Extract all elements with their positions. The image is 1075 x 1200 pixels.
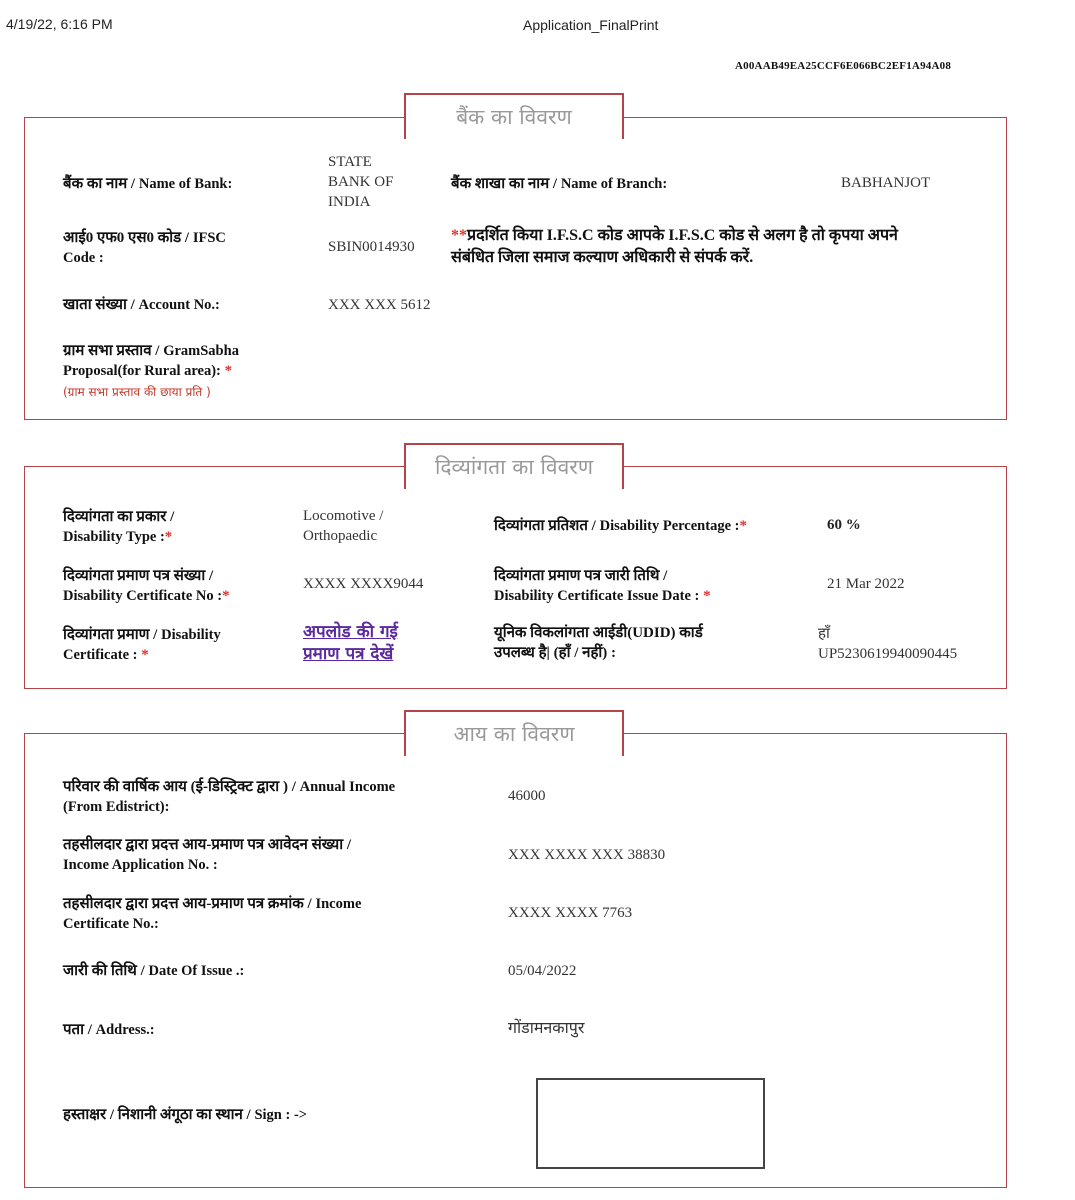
- income-application-no-label: तहसीलदार द्वारा प्रदत्त आय-प्रमाण पत्र आवेदन संख्या / Income Application No. :: [63, 837, 352, 873]
- annual-income-label: परिवार की वार्षिक आय (ई-डिस्ट्रिक्ट द्वारा ) / Annual Income (From Edistrict):: [63, 779, 396, 815]
- gramsabha-sub-note: (ग्राम सभा प्रस्ताव की छाया प्रति ): [63, 385, 211, 399]
- account-label: खाता संख्या / Account No.:: [63, 297, 220, 313]
- disability-cert-no-label: दिव्यांगता प्रमाण पत्र संख्या / Disability Certificate No :*: [63, 568, 230, 604]
- ifsc-value: SBIN0014930: [328, 239, 415, 255]
- disability-issue-date-label: दिव्यांगता प्रमाण पत्र जारी तिथि / Disability Certificate Issue Date : *: [494, 568, 711, 604]
- bank-name-value: STATE BANK OF INDIA: [328, 154, 394, 210]
- udid-value: हाँ UP5230619940090445: [818, 626, 958, 662]
- disability-percentage-value: 60 %: [827, 517, 861, 533]
- gramsabha-label: ग्राम सभा प्रस्ताव / GramSabha Proposal(for Rural area): *: [63, 343, 239, 379]
- branch-name-value: BABHANJOT: [841, 175, 931, 191]
- annual-income-value: 46000: [508, 788, 546, 804]
- income-certificate-no-label: तहसीलदार द्वारा प्रदत्त आय-प्रमाण पत्र क्रमांक / Income Certificate No.:: [63, 896, 362, 932]
- disability-certificate-label: दिव्यांगता प्रमाण / Disability Certificate : *: [63, 627, 221, 663]
- view-uploaded-certificate-link[interactable]: अपलोड की गई प्रमाण पत्र देखें: [303, 622, 398, 664]
- income-certificate-no-value: XXXX XXXX 7763: [508, 905, 633, 921]
- print-datetime: 4/19/22, 6:16 PM: [6, 16, 113, 32]
- bank-name-label: बैंक का नाम / Name of Bank:: [63, 176, 233, 192]
- branch-name-label: बैंक शाखा का नाम / Name of Branch:: [451, 176, 668, 192]
- print-title: Application_FinalPrint: [523, 17, 659, 33]
- udid-label: यूनिक विकलांगता आईडी(UDID) कार्ड उपलब्ध है| (हाँ / नहीं) :: [494, 625, 703, 661]
- income-application-no-value: XXX XXXX XXX 38830: [508, 847, 666, 863]
- disability-cert-no-value: XXXX XXXX9044: [303, 576, 424, 592]
- disability-type-value: Locomotive / Orthopaedic: [303, 508, 384, 544]
- signature-label: हस्ताक्षर / निशानी अंगूठा का स्थान / Sign : ->: [63, 1107, 308, 1123]
- account-value: XXX XXX 5612: [328, 297, 431, 313]
- income-section-title: आय का विवरण: [404, 710, 624, 756]
- document-id: A00AAB49EA25CCF6E066BC2EF1A94A08: [735, 60, 952, 72]
- bank-section-title: बैंक का विवरण: [404, 93, 624, 139]
- disability-issue-date-value: 21 Mar 2022: [827, 576, 905, 592]
- address-label: पता / Address.:: [63, 1022, 155, 1038]
- ifsc-note: **प्रदर्शित किया I.F.S.C कोड आपके I.F.S.C कोड से अलग है तो कृपया अपने संबंधित जिला समाज कल्याण अधिकारी से संपर्क करें.: [451, 227, 898, 266]
- date-of-issue-value: 05/04/2022: [508, 963, 577, 979]
- signature-box: [536, 1078, 765, 1169]
- disability-section-title: दिव्यांगता का विवरण: [404, 443, 624, 489]
- ifsc-label: आई0 एफ0 एस0 कोड / IFSC Code :: [63, 230, 226, 266]
- date-of-issue-label: जारी की तिथि / Date Of Issue .:: [63, 963, 245, 979]
- disability-percentage-label: दिव्यांगता प्रतिशत / Disability Percentage :*: [494, 518, 747, 534]
- disability-type-label: दिव्यांगता का प्रकार / Disability Type :*: [63, 509, 175, 545]
- address-value: गोंडामनकापुर: [508, 1018, 585, 1037]
